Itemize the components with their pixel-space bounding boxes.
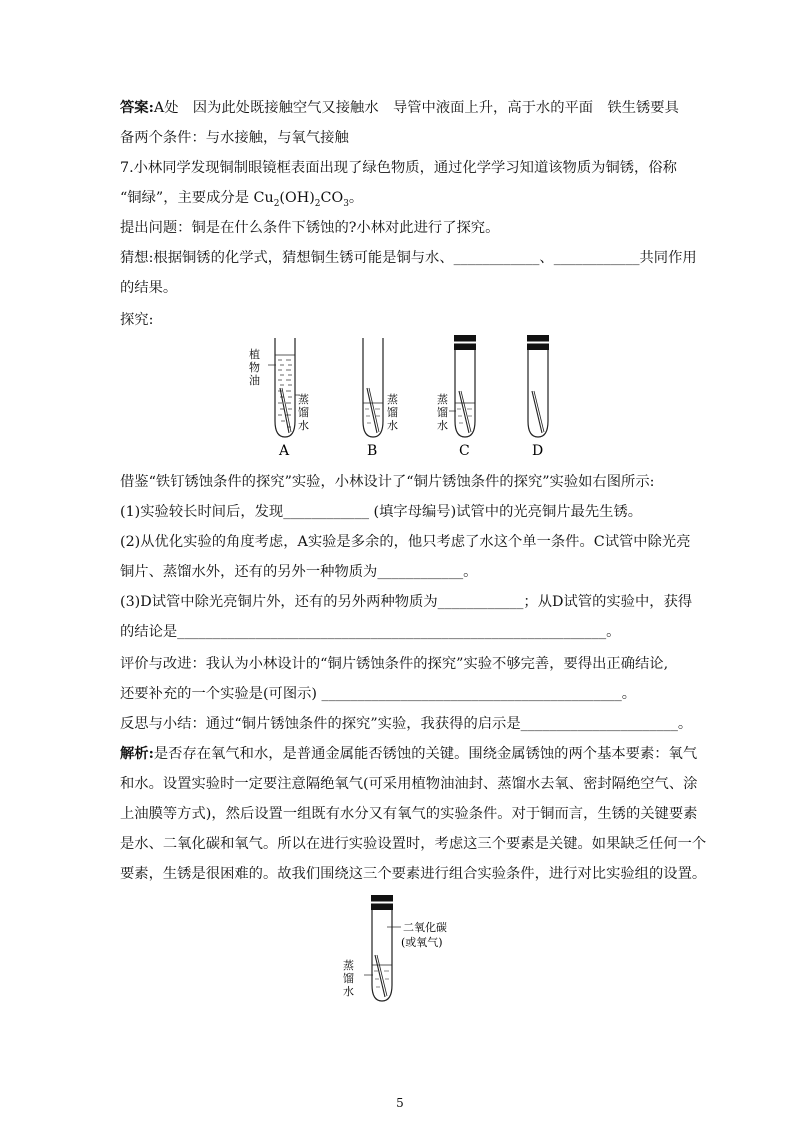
answer-text-1: A处 因为此处既接触空气又接触水 导管中液面上升，高于水的平面 铁生锈要具 <box>153 100 679 116</box>
tube-a-water-label-3: 水 <box>298 419 309 432</box>
analysis-line-2: 和水。设置实验时一定要注意隔绝氧气(可采用植物油油封、蒸馏水去氧、密封隔绝空气、涂 <box>120 776 698 792</box>
explore-label: 探究: <box>120 312 154 328</box>
tube-a-oil-label-2: 物 <box>249 361 260 374</box>
tube-a-water-label-2: 馏 <box>298 406 309 419</box>
answer-line-2: 备两个条件：与水接触，与氧气接触 <box>120 130 349 146</box>
analysis-text-1: 是否存在氧气和水，是普通金属能否锈蚀的关键。围绕金属锈蚀的两个基本要素：氧气 <box>153 746 698 762</box>
problem-line: 提出问题：铜是在什么条件下锈蚀的?小林对此进行了探究。 <box>120 220 500 236</box>
formula-end: CO <box>320 190 344 206</box>
subquestion-3-line-1: (3)D试管中除光亮铜片外，还有的另外两种物质为____________；从D试管的实验中，获得 <box>120 594 693 610</box>
analysis-line-1 <box>120 744 697 764</box>
tube-c-water-label-3: 水 <box>437 419 448 432</box>
analysis-label: 解析: <box>120 746 154 762</box>
formula-period: 。 <box>348 190 364 206</box>
reflection-line: 反思与小结：通过“铜片锈蚀条件的探究”实验，我获得的启示是______________________。 <box>120 716 693 732</box>
formula-sub-2: 2 <box>314 198 321 209</box>
question-7-line-1: 7.小林同学发现铜制眼镜框表面出现了绿色物质，通过化学学习知道该物质为铜锈，俗称 <box>120 160 677 176</box>
analysis-gas-label-1: 二氧化碳 <box>403 921 447 934</box>
evaluation-line-2: 还要补充的一个实验是(可图示) __________________________________________。 <box>120 686 637 702</box>
tube-b-water-label-2: 馏 <box>387 406 398 419</box>
tube-c-water-label-1: 蒸 <box>437 393 448 406</box>
test-tube-figure <box>245 333 565 461</box>
tube-c-label: C <box>459 443 470 459</box>
evaluation-line-1: 评价与改进：我认为小林设计的“铜片锈蚀条件的探究”实验不够完善，要得出正确结论, <box>120 656 669 672</box>
formula-sub-3: 3 <box>343 198 349 209</box>
analysis-tube-figure <box>335 893 475 1013</box>
formula-pre: “铜绿”，主要成分是 Cu <box>120 190 274 206</box>
answer-label: 答案: <box>120 100 154 116</box>
tube-b-water-label-3: 水 <box>387 419 398 432</box>
tube-d-label: D <box>532 443 544 459</box>
analysis-line-4: 是水、二氧化碳和氧气。所以在进行实验设置时，考虑这三个要素是关键。如果缺乏任何一个 <box>120 836 707 852</box>
tube-b-label: B <box>367 443 378 459</box>
question-7-line-2 <box>120 188 363 214</box>
tube-c-water-label-2: 馏 <box>437 406 448 419</box>
tube-a <box>249 338 309 459</box>
formula-sub-1: 2 <box>273 198 280 209</box>
subquestion-2-line-1: (2)从优化实验的角度考虑，A实验是多余的，他只考虑了水这个单一条件。C试管中除光亮 <box>120 534 691 550</box>
tube-b-water-label-1: 蒸 <box>387 393 398 406</box>
analysis-gas-label-2: (或氧气) <box>401 936 443 949</box>
analysis-water-label-3: 水 <box>343 985 354 998</box>
analysis-line-5: 要素，生锈是很困难的。故我们围绕这三个要素进行组合实验条件，进行对比实验组的设置。 <box>120 866 707 882</box>
answer-line-1 <box>120 98 679 118</box>
analysis-line-3: 上油膜等方式)，然后设置一组既有水分又有氧气的实验条件。对于铜而言，生锈的关键要素 <box>120 806 698 822</box>
subquestion-3-line-2: 的结论是____________________________________________________________。 <box>120 624 621 640</box>
guess-line-1: 猜想:根据铜锈的化学式，猜想铜生锈可能是铜与水、____________、____________共同作用 <box>120 250 697 266</box>
subquestion-2-line-2: 铜片、蒸馏水外，还有的另外一种物质为____________。 <box>120 564 478 580</box>
analysis-water-label-1: 蒸 <box>343 959 354 972</box>
tube-a-water-label-1: 蒸 <box>298 393 309 406</box>
guess-line-2: 的结果。 <box>120 280 178 296</box>
page-number: 5 <box>396 1096 404 1110</box>
subquestion-1: (1)实验较长时间后，发现____________ (填字母编号)试管中的光亮铜片最先生锈。 <box>120 504 643 520</box>
tube-a-oil-label-3: 油 <box>249 374 260 387</box>
tube-a-label: A <box>279 443 290 459</box>
tube-b <box>363 338 398 459</box>
formula-mid: (OH) <box>279 190 315 206</box>
tube-a-oil-label-1: 植 <box>249 348 260 361</box>
tube-c <box>437 335 476 459</box>
analysis-water-label-2: 馏 <box>343 972 354 985</box>
reference-line: 借鉴“铁钉锈蚀条件的探究”实验，小林设计了“铜片锈蚀条件的探究”实验如右图所示: <box>120 474 655 490</box>
tube-d <box>527 335 549 459</box>
